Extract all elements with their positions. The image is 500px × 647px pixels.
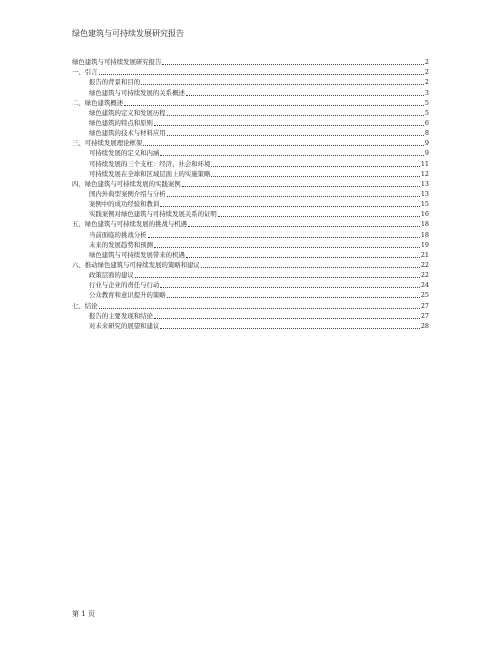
- toc-entry-title: 二、绿色建筑概述: [72, 98, 124, 107]
- toc-entry-page: 3: [424, 88, 429, 97]
- toc-entry-title: 对未来研究的展望和建议: [89, 321, 160, 330]
- toc-entry[interactable]: [72, 280, 429, 290]
- toc-entry[interactable]: [72, 219, 429, 229]
- toc-entry-page: 8: [424, 129, 429, 138]
- toc-entry[interactable]: [72, 148, 429, 158]
- toc-entry[interactable]: [72, 118, 429, 128]
- toc-entry-title: 四、绿色建筑与可持续发展的实践案例: [72, 179, 181, 188]
- toc-entry[interactable]: [72, 270, 429, 280]
- toc-dot-leader: [218, 216, 420, 217]
- toc-entry-page: 2: [424, 78, 429, 87]
- toc-entry[interactable]: [72, 290, 429, 300]
- toc-dot-leader: [124, 105, 424, 106]
- toc-entry[interactable]: [72, 300, 429, 310]
- toc-entry-page: 15: [420, 200, 429, 209]
- toc-entry-title: 国内外典型案例介绍与分析: [89, 189, 166, 198]
- toc-entry-title: 一、引言: [72, 68, 98, 77]
- toc-entry-page: 22: [420, 271, 429, 280]
- toc-entry[interactable]: [72, 229, 429, 239]
- toc-dot-leader: [188, 226, 420, 227]
- toc-entry-title: 绿色建筑的特点和原则: [89, 118, 153, 127]
- toc-dot-leader: [211, 176, 419, 177]
- toc-entry-title: 可持续发展的三个支柱：经济、社会和环境: [89, 159, 211, 168]
- toc-dot-leader: [160, 287, 420, 288]
- toc-entry-title: 未来的发展趋势和预测: [89, 240, 153, 249]
- toc-entry-title: 绿色建筑与可持续发展带来的机遇: [89, 250, 185, 259]
- toc-entry[interactable]: [72, 179, 429, 189]
- toc-entry-title: 当前面临的挑战分析: [89, 230, 147, 239]
- toc-entry[interactable]: [72, 128, 429, 138]
- toc-entry-page: 13: [420, 179, 429, 188]
- toc-entry-title: 案例中的成功经验和教训: [89, 200, 160, 209]
- toc-entry-page: 19: [420, 240, 429, 249]
- page-header: 绿色建筑与可持续发展研究报告: [72, 29, 184, 38]
- toc-entry[interactable]: [72, 240, 429, 250]
- toc-entry-title: 绿色建筑的定义和发展历程: [89, 108, 166, 117]
- toc-entry-page: 25: [420, 291, 429, 300]
- toc-dot-leader: [167, 115, 424, 116]
- toc-entry-title: 绿色建筑的技术与材料应用: [89, 129, 166, 138]
- page-number: 第 1 页: [72, 610, 95, 618]
- toc-dot-leader: [99, 74, 424, 75]
- toc-entry-page: 12: [420, 169, 429, 178]
- toc-entry-title: 报告的背景和目的: [89, 78, 141, 87]
- toc-entry-title: 公众教育和意识提升的策略: [89, 291, 166, 300]
- toc-entry-page: 24: [420, 281, 429, 290]
- toc-entry[interactable]: [72, 250, 429, 260]
- toc-entry-page: 6: [424, 118, 429, 127]
- toc-entry-page: 11: [420, 159, 429, 168]
- toc-entry-page: 18: [420, 230, 429, 239]
- toc-entry-page: 2: [424, 68, 429, 77]
- toc-entry-page: 28: [420, 321, 429, 330]
- toc-entry-page: 2: [424, 58, 429, 67]
- toc-dot-leader: [143, 145, 424, 146]
- toc-dot-leader: [160, 328, 420, 329]
- toc-dot-leader: [201, 267, 420, 268]
- toc-entry-page: 9: [424, 139, 429, 148]
- toc-entry[interactable]: [72, 138, 429, 148]
- toc-dot-leader: [167, 196, 420, 197]
- toc-dot-leader: [135, 277, 420, 278]
- toc-entry-title: 可持续发展的定义和内涵: [89, 149, 160, 158]
- toc-entry[interactable]: [72, 189, 429, 199]
- toc-entry-title: 可持续发展在全球和区域层面上的实施策略: [89, 169, 211, 178]
- toc-entry-page: 27: [420, 301, 429, 310]
- toc-dot-leader: [141, 84, 424, 85]
- toc-dot-leader: [167, 297, 420, 298]
- toc-entry-title: 实践案例对绿色建筑与可持续发展关系的证明: [89, 210, 217, 219]
- toc-entry[interactable]: [72, 57, 429, 67]
- toc-dot-leader: [99, 308, 420, 309]
- toc-entry-title: 七、结论: [72, 301, 98, 310]
- toc-entry[interactable]: [72, 98, 429, 108]
- toc-entry-title: 绿色建筑与可持续发展的关系概述: [89, 88, 185, 97]
- toc-dot-leader: [211, 166, 419, 167]
- toc-entry-page: 5: [424, 108, 429, 117]
- toc-entry[interactable]: [72, 321, 429, 331]
- toc-entry-title: 政策层面的建议: [89, 271, 134, 280]
- toc-entry-title: 三、可持续发展理论框架: [72, 139, 143, 148]
- toc-entry-page: 21: [420, 250, 429, 259]
- toc-entry[interactable]: [72, 87, 429, 97]
- toc-dot-leader: [186, 95, 424, 96]
- toc-dot-leader: [154, 318, 420, 319]
- toc-entry-page: 5: [424, 98, 429, 107]
- toc-entry-page: 9: [424, 149, 429, 158]
- toc-entry-title: 五、绿色建筑与可持续发展的挑战与机遇: [72, 220, 188, 229]
- toc-entry[interactable]: [72, 67, 429, 77]
- toc-entry[interactable]: [72, 311, 429, 321]
- toc-entry-page: 22: [420, 260, 429, 269]
- toc-dot-leader: [182, 186, 420, 187]
- toc-entry-title: 行业与企业的责任与行动: [89, 281, 160, 290]
- toc-entry-title: 报告的主要发现和结论: [89, 311, 153, 320]
- toc-entry-page: 18: [420, 220, 429, 229]
- toc-entry-title: 绿色建筑与可持续发展研究报告: [72, 58, 162, 67]
- toc-entry[interactable]: [72, 199, 429, 209]
- toc-dot-leader: [148, 237, 420, 238]
- toc-entry-page: 16: [420, 210, 429, 219]
- toc-dot-leader: [162, 64, 423, 65]
- toc-dot-leader: [154, 125, 424, 126]
- toc-entry[interactable]: [72, 169, 429, 179]
- toc-entry[interactable]: [72, 77, 429, 87]
- table-of-contents: [72, 57, 429, 331]
- toc-dot-leader: [160, 155, 424, 156]
- toc-entry[interactable]: [72, 108, 429, 118]
- toc-entry[interactable]: [72, 260, 429, 270]
- toc-dot-leader: [160, 206, 420, 207]
- toc-entry-title: 六、推动绿色建筑与可持续发展的策略和建议: [72, 260, 200, 269]
- toc-entry[interactable]: [72, 209, 429, 219]
- toc-entry-page: 13: [420, 189, 429, 198]
- toc-entry-page: 27: [420, 311, 429, 320]
- toc-dot-leader: [186, 257, 420, 258]
- toc-dot-leader: [154, 247, 420, 248]
- toc-entry[interactable]: [72, 158, 429, 168]
- toc-dot-leader: [167, 135, 424, 136]
